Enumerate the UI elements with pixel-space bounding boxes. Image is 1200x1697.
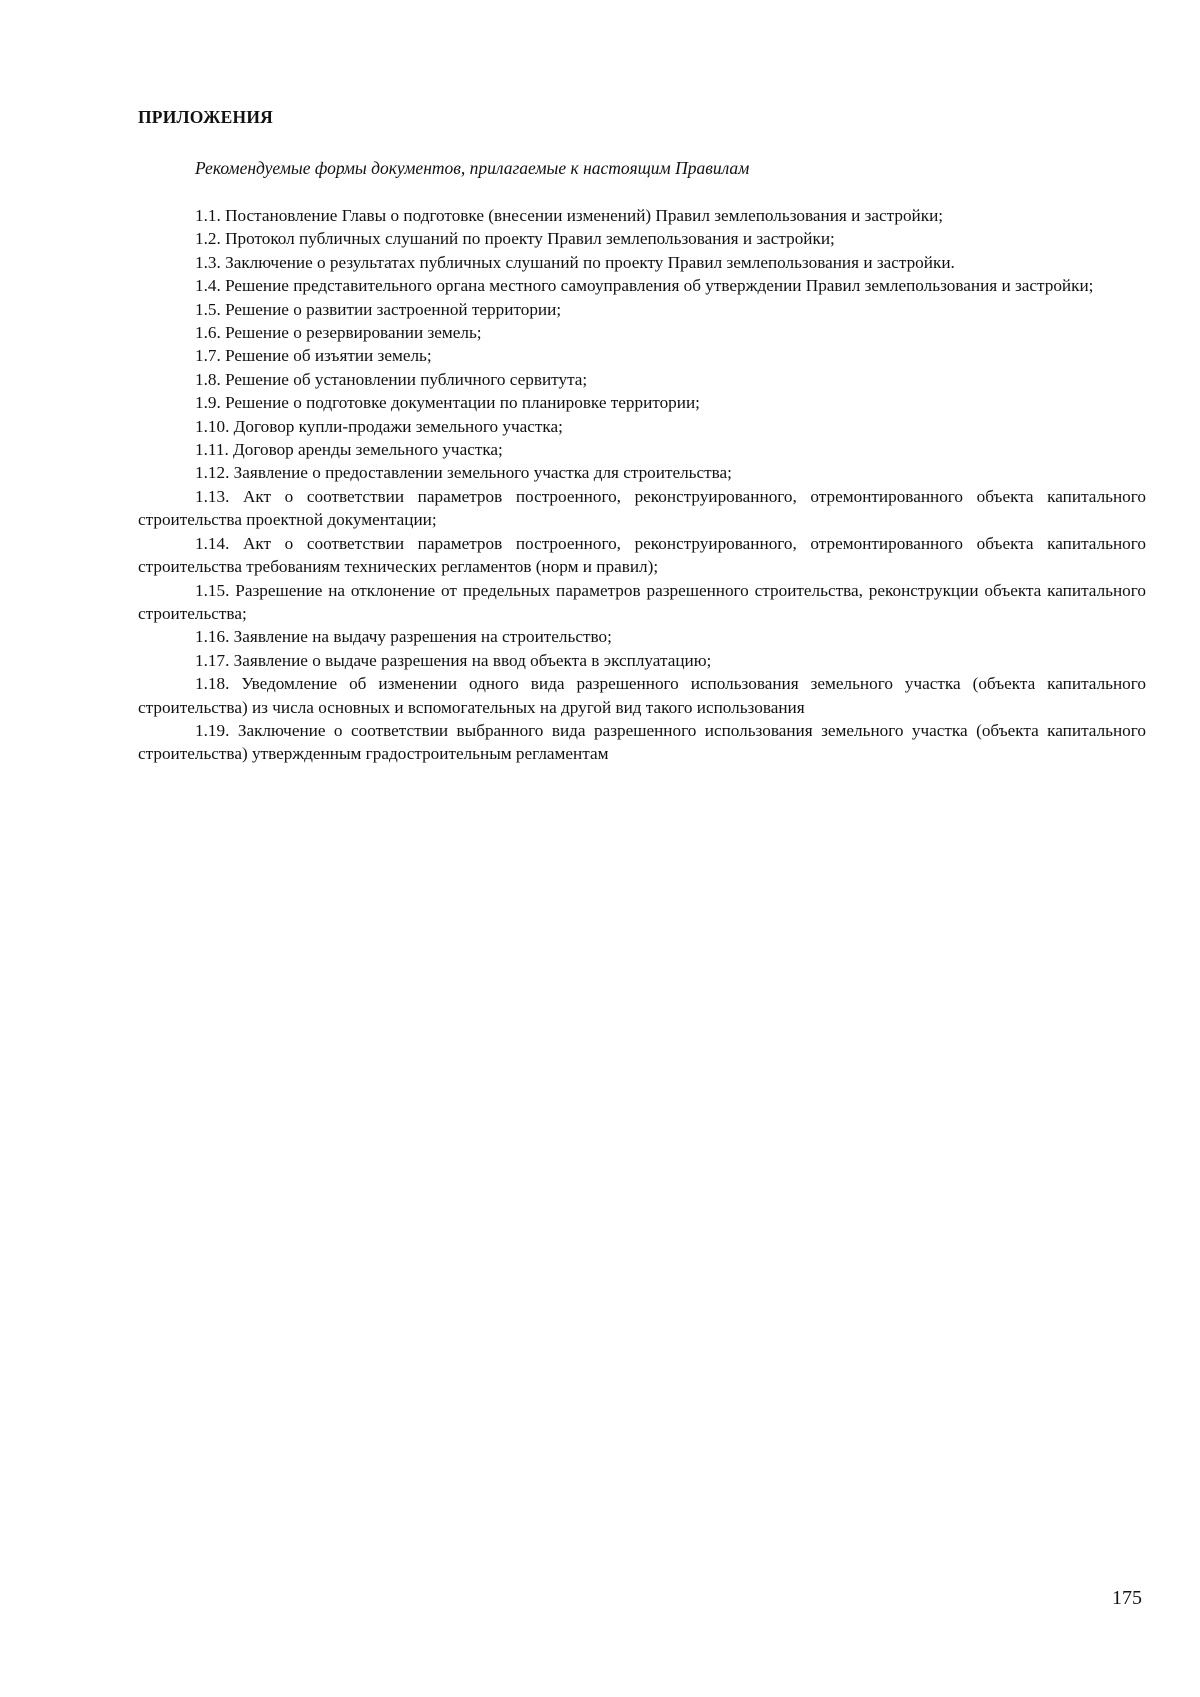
list-item: 1.19. Заключение о соответствии выбранного вида разрешенного использования земельного участка (объекта капитального строительства) утвержденным градостроительным регламентам: [138, 720, 1146, 764]
list-item: 1.14. Акт о соответствии параметров построенного, реконструированного, отремонтированного объекта капитального строительства требованиям технических регламентов (норм и правил);: [138, 533, 1146, 577]
page-heading: ПРИЛОЖЕНИЯ: [138, 107, 273, 127]
list-item: 1.13. Акт о соответствии параметров построенного, реконструированного, отремонтированного объекта капитального строительства проектной документации;: [138, 486, 1146, 530]
list-item: 1.12. Заявление о предоставлении земельного участка для строительства;: [195, 463, 732, 483]
list-item: 1.10. Договор купли-продажи земельного участка;: [195, 416, 563, 436]
page-number: 175: [1112, 1587, 1142, 1609]
list-item: 1.18. Уведомление об изменении одного вида разрешенного использования земельного участка (объекта капитального строительства) из числа основных и вспомогательных на другой вид такого использования: [138, 674, 1146, 717]
list-item: 1.8. Решение об установлении публичного сервитута;: [195, 369, 588, 389]
list-item: 1.3. Заключение о результатах публичных слушаний по проекту Правил землепользования и застройки.: [195, 252, 955, 272]
list-item: 1.17. Заявление о выдаче разрешения на ввод объекта в эксплуатацию;: [195, 650, 712, 670]
page-subtitle: Рекомендуемые формы документов, прилагаемые к настоящим Правилам: [195, 158, 750, 178]
list-item: 1.15. Разрешение на отклонение от предельных параметров разрешенного строительства, реконструкции объекта капитального строительства;: [138, 580, 1146, 623]
list-item: 1.11. Договор аренды земельного участка;: [195, 440, 503, 460]
list-item: 1.2. Протокол публичных слушаний по проекту Правил землепользования и застройки;: [195, 229, 835, 249]
list-item: 1.4. Решение представительного органа местного самоуправления об утверждении Правил землепользования и застройки;: [195, 276, 1094, 296]
list-item: 1.9. Решение о подготовке документации по планировке территории;: [195, 393, 700, 413]
list-item: 1.16. Заявление на выдачу разрешения на строительство;: [195, 627, 612, 647]
list-item: 1.5. Решение о развитии застроенной территории;: [195, 299, 562, 319]
list-item: 1.7. Решение об изъятии земель;: [195, 346, 432, 366]
document-forms-list: [138, 204, 1146, 766]
list-item: 1.6. Решение о резервировании земель;: [195, 323, 482, 343]
list-item: 1.1. Постановление Главы о подготовке (внесении изменений) Правил землепользования и застройки;: [195, 206, 944, 225]
